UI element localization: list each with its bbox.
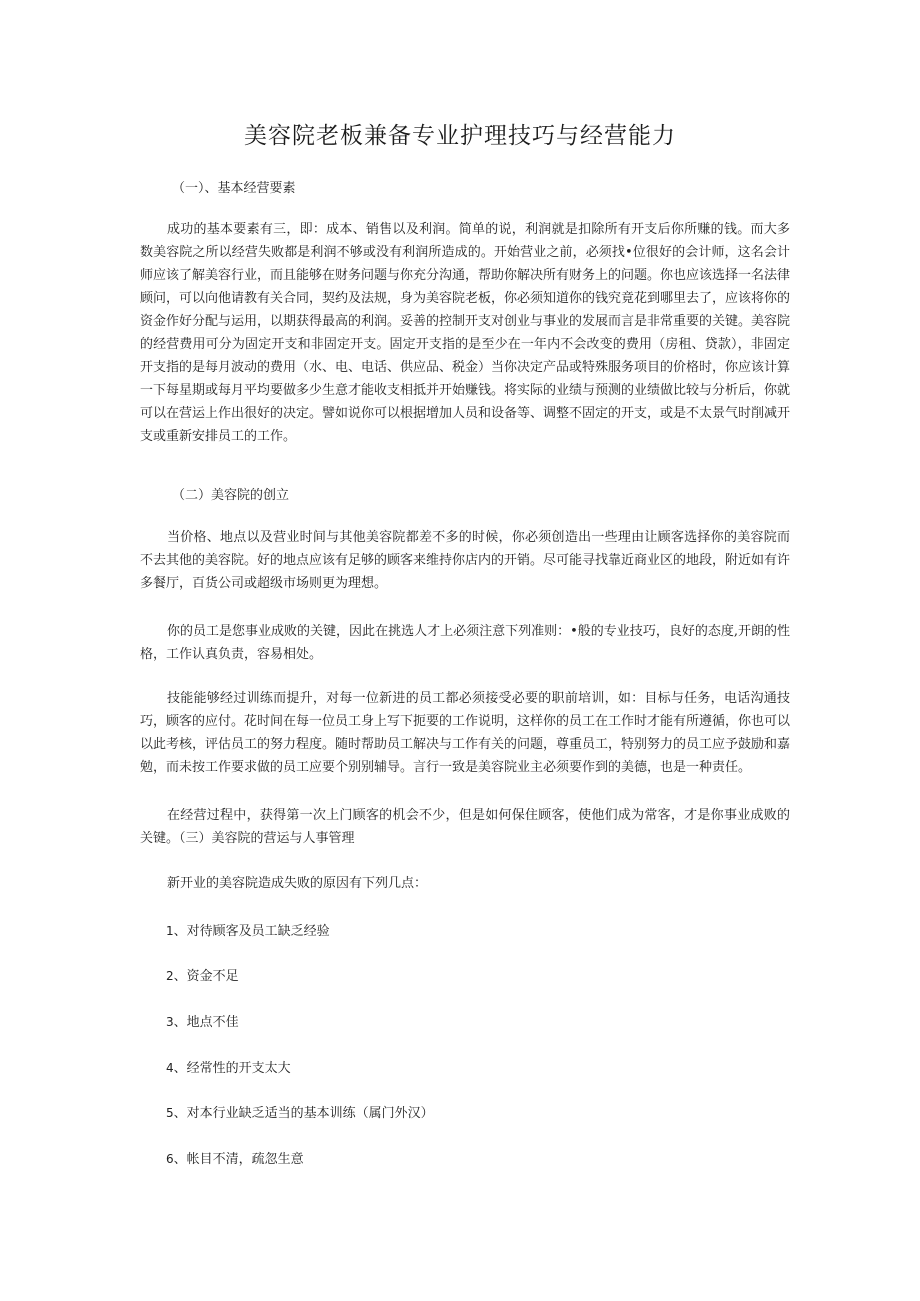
list-item — [166, 965, 239, 988]
list-item-number: 3 — [166, 1015, 174, 1029]
paragraph-training: 技能能够经过训练而提升，对每一位新进的员工都必须接受必要的职前培训，如：目标与任务，电话沟通技巧，顾客的应付。花时间在每一位员工身上写下扼要的工作说明，这样你的员工在工作时才能有所遵循，你也可以以此考核，评估员工的努力程度。随时帮助员工解决与工作有关的问题，尊重员工，特别努力的员工应予鼓励和嘉勉，而未按工作要求做的员工应要个别别辅导。言行一致是美容院业主必须要作到的美德，也是一种责任。 — [140, 691, 791, 775]
document-title: 美容院老板兼备专业护理技巧与经营能力 — [244, 123, 676, 149]
paragraph-establishment: 当价格、地点以及营业时间与其他美容院都差不多的时候，你必须创造出一些理由让顾客选择你的美容院而不去其他的美容院。好的地点应该有足够的顾客来维持你店内的开销。尽可能寻找靠近商业区的地段，附近如有许多餐厅，百货公司或超级市场则更为理想。 — [140, 530, 791, 591]
list-item — [166, 920, 330, 943]
paragraph-staff: 你的员工是您事业成败的关键，因此在挑选人才上必须注意下列准则：•般的专业技巧，良好的态度,开朗的性格，工作认真负责，容易相处。 — [140, 624, 790, 662]
list-item-text: 、对本行业缺乏适当的基本训练（属门外汉） — [173, 1106, 434, 1121]
list-item — [166, 1011, 239, 1034]
list-item-number: 4 — [166, 1061, 174, 1075]
list-item-number: 2 — [166, 969, 174, 983]
list-item-number: 5 — [166, 1106, 174, 1120]
section-heading-2: （二）美容院的创立 — [172, 488, 290, 503]
paragraph-basic-elements: 成功的基本要素有三，即：成本、销售以及利润。简单的说，利润就是扣除所有开支后你所赚的钱。而大多数美容院之所以经营失败都是利润不够或没有利润所造成的。开始营业之前，必须找•位很好的会计师，这名会计师应该了解美容行业，而且能够在财务问题与你充分沟通，帮助你解决所有财务上的问题。你也应该选择一名法律顾问，可以向他请教有关合同，契约及法规，身为美容院老板，你必须知道你的钱究竟花到哪里去了，应该将你的资金作好分配与运用，以期获得最高的利润。妥善的控制开支对创业与事业的发展而言是非常重要的关键。美容院的经营费用可分为固定开支和非固定开支。固定开支指的是至少在一年内不会改变的费用（房租、贷款），非固定开支指的是每月波动的费用（水、电、电话、供应品、税金）当你决定产品或特殊服务项目的价格时，你应该计算一下每星期或每月平均要做多少生意才能收支相抵并开始赚钱。将实际的业绩与预测的业绩做比较与分析后，你就可以在营运上作出很好的决定。譬如说你可以根据增加人员和设备等、调整不固定的开支，或是不太景气时削减开支或重新安排员工的工作。 — [140, 222, 791, 444]
list-item — [166, 1057, 291, 1080]
list-item — [166, 1102, 434, 1125]
list-item-number: 1 — [166, 924, 174, 938]
list-item-text: 、对待顾客及员工缺乏经验 — [173, 924, 330, 939]
section-heading-1: （一）、基本经营要素 — [172, 181, 296, 196]
list-item — [166, 1148, 304, 1171]
list-item-text: 、帐目不清，疏忽生意 — [173, 1152, 304, 1167]
list-item-text: 、地点不佳 — [173, 1015, 239, 1030]
list-item-text: 、资金不足 — [173, 969, 239, 984]
paragraph-failure-intro: 新开业的美容院造成失败的原因有下列几点： — [167, 876, 428, 891]
list-item-number: 6 — [166, 1152, 174, 1166]
paragraph-customers: 在经营过程中，获得第一次上门顾客的机会不少，但是如何保住顾客，使他们成为常客，才是你事业成败的关键。（三）美容院的营运与人事管理 — [140, 808, 790, 846]
list-item-text: 、经常性的开支太大 — [173, 1061, 291, 1076]
